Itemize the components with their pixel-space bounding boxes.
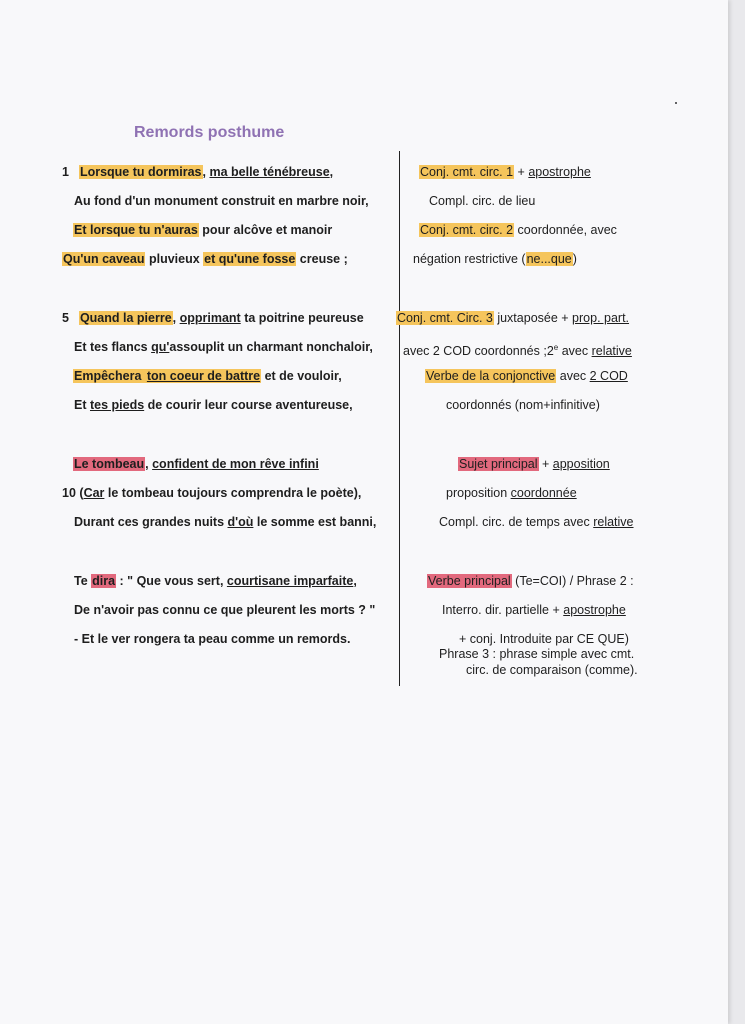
underlined-label: apostrophe: [563, 603, 626, 617]
poem-line-2: Au fond d'un monument construit en marbre noir,: [74, 194, 369, 208]
text-segment: ): [572, 252, 577, 266]
text-segment: le somme est banni,: [253, 515, 377, 529]
line-number: 1: [62, 165, 69, 179]
poem-line-14: - Et le ver rongera ta peau comme un remords.: [74, 632, 351, 646]
underlined-apposition: confident de mon rêve infini: [152, 457, 319, 471]
superscript: e: [553, 343, 559, 352]
text-segment: assouplit un charmant nonchaloir,: [169, 340, 373, 354]
text-segment: ,: [145, 457, 153, 471]
note-11: [439, 514, 634, 531]
underlined-label: coordonnée: [510, 486, 577, 500]
highlight-label: Sujet principal: [459, 457, 538, 471]
poem-line-3: [73, 222, 332, 239]
text-segment: et de vouloir,: [261, 369, 342, 383]
text-segment: ,: [353, 574, 357, 588]
underlined-label: 2 COD: [589, 369, 628, 383]
underlined-relative: qu': [151, 340, 170, 354]
poem-title: Remords posthume: [134, 124, 285, 141]
highlight-label: Verbe de la conjonctive: [426, 369, 556, 383]
underlined-label: apostrophe: [528, 165, 591, 179]
text-segment: pluvieux: [145, 252, 204, 266]
line-number: 10: [62, 486, 76, 500]
highlight-conj-2: Et lorsque tu n'auras: [74, 223, 198, 237]
text-segment: Et tes flancs: [74, 340, 152, 354]
text-segment: Compl. circ. de temps avec: [439, 515, 594, 529]
highlight-conj-3: Quand la pierre: [79, 311, 172, 325]
note-1: [419, 164, 591, 181]
highlight-label: Conj. cmt. Circ. 3: [397, 311, 493, 325]
text-segment: avec: [556, 369, 590, 383]
text-segment: ,: [329, 165, 334, 179]
underlined-apostrophe-2: courtisane imparfaite: [226, 574, 354, 588]
highlight-subject: Le tombeau: [74, 457, 145, 471]
note-2: Compl. circ. de lieu: [429, 194, 536, 208]
note-6: [403, 339, 632, 360]
text-segment: ,: [172, 311, 180, 325]
underlined-apostrophe: ma belle ténébreuse: [209, 165, 330, 179]
note-7: [425, 368, 628, 385]
underlined-label: prop. part.: [572, 311, 630, 325]
poem-line-9: [73, 456, 319, 473]
text-segment: Durant ces grandes nuits: [74, 515, 228, 529]
note-12: [427, 573, 634, 590]
text-segment: ta poitrine peureuse: [240, 311, 364, 325]
note-5: [396, 310, 629, 327]
highlight-fosse: et qu'une fosse: [204, 252, 296, 266]
text-segment: +: [514, 165, 529, 179]
text-segment: coordonnée, avec: [514, 223, 617, 237]
text-segment: avec 2 COD coordonnés ;2: [403, 344, 554, 359]
highlight-label: Conj. cmt. circ. 2: [420, 223, 514, 237]
poem-line-1: [62, 164, 333, 181]
text-segment: de courir leur course aventureuse,: [144, 398, 353, 412]
text-segment: ,: [202, 165, 206, 179]
text-segment: pour alcôve et manoir: [198, 223, 333, 237]
text-segment: juxtaposée +: [493, 311, 573, 325]
note-10: [446, 485, 577, 502]
note-3: [419, 222, 617, 239]
underlined-car: Car: [83, 486, 105, 500]
text-segment: Interro. dir. partielle +: [442, 603, 564, 617]
underlined-participle: opprimant: [179, 311, 241, 325]
underlined-label: apposition: [552, 457, 610, 471]
text-segment: proposition: [446, 486, 511, 500]
poem-line-10: [62, 485, 361, 502]
highlight-cod: ton coeur de battre: [146, 369, 261, 383]
underlined-cod: tes pieds: [89, 398, 145, 412]
highlight-label: ne...que: [526, 252, 572, 266]
poem-line-13: De n'avoir pas connu ce que pleurent les morts ? ": [74, 603, 376, 617]
line-number: 5: [62, 311, 69, 325]
highlight-main-verb: dira: [92, 574, 116, 588]
poem-line-5: [62, 310, 364, 327]
note-8: coordonnés (nom+infinitive): [446, 398, 600, 412]
note-14: + conj. Introduite par CE QUE): [459, 632, 629, 646]
underlined-relative-ou: d'où: [227, 515, 254, 529]
note-4: [413, 251, 577, 268]
text-segment: Te: [74, 574, 92, 588]
poem-line-7: [73, 368, 342, 385]
text-segment: le tombeau toujours comprendra le poète),: [104, 486, 362, 500]
poem-line-11: [74, 514, 376, 531]
highlight-conj-1: Lorsque tu dormiras: [79, 165, 202, 179]
note-15: Phrase 3 : phrase simple avec cmt.: [439, 647, 635, 661]
column-divider: [399, 151, 400, 686]
note-13: [442, 602, 626, 619]
highlight-verb: Empêchera: [74, 369, 145, 383]
text-segment: Et: [74, 398, 90, 412]
poem-line-6: [74, 339, 373, 356]
text-segment: (Te=COI) / Phrase 2 :: [511, 574, 634, 588]
text-segment: : " Que vous sert,: [116, 574, 227, 588]
highlight-label: Conj. cmt. circ. 1: [420, 165, 514, 179]
highlight-caveau: Qu'un caveau: [63, 252, 145, 266]
speck: [675, 102, 677, 104]
highlight-label: Verbe principal: [428, 574, 511, 588]
underlined-label: relative: [591, 344, 632, 359]
poem-line-4: [62, 251, 348, 268]
text-segment: +: [538, 457, 553, 471]
note-9: [458, 456, 610, 473]
text-segment: creuse ;: [296, 252, 348, 266]
poem-line-12: [74, 573, 357, 590]
text-segment: avec: [558, 344, 592, 359]
text-segment: (: [79, 486, 84, 500]
poem-line-8: [74, 397, 353, 414]
underlined-label: relative: [593, 515, 634, 529]
text-segment: négation restrictive (: [413, 252, 526, 266]
note-16: circ. de comparaison (comme).: [466, 663, 638, 677]
